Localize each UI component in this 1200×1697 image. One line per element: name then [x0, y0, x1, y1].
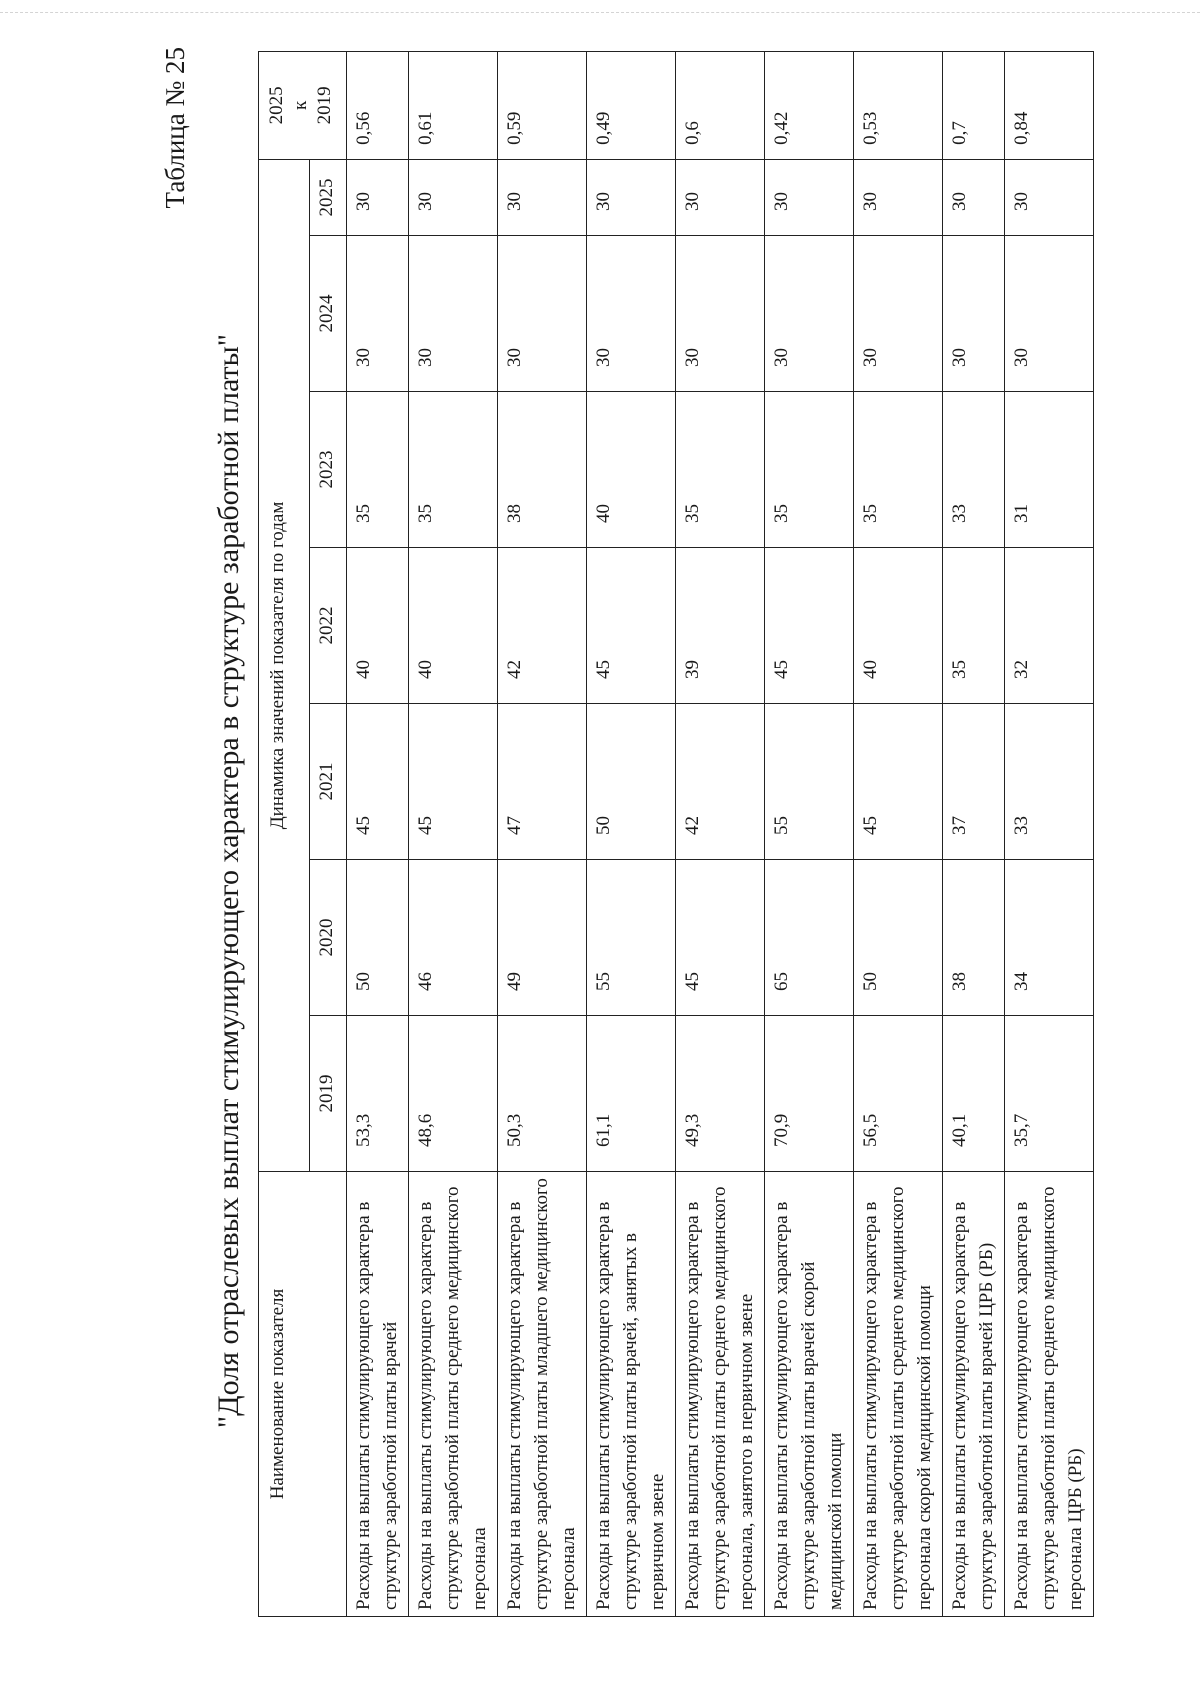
value-cell: 39 [676, 548, 765, 704]
value-cell: 56,5 [854, 1016, 943, 1172]
header-year: 2025 [310, 159, 347, 235]
header-year: 2024 [310, 236, 347, 392]
ratio-cell: 0,56 [347, 51, 409, 159]
table-row [587, 51, 676, 1616]
value-cell: 45 [765, 548, 854, 704]
header-row-top [259, 51, 310, 1616]
value-cell: 35 [854, 392, 943, 548]
value-cell: 45 [347, 704, 409, 860]
ratio-cell: 0,59 [498, 51, 587, 159]
value-cell: 50 [347, 860, 409, 1016]
indicator-name: Расходы на выплаты стимулирующего характера в структуре заработной платы среднего медицинского персонала [409, 1172, 498, 1617]
value-cell: 48,6 [409, 1016, 498, 1172]
indicator-table [258, 51, 1094, 1617]
value-cell: 61,1 [587, 1016, 676, 1172]
indicator-name: Расходы на выплаты стимулирующего характера в структуре заработной платы врачей [347, 1172, 409, 1617]
value-cell: 30 [347, 236, 409, 392]
ratio-cell: 0,49 [587, 51, 676, 159]
header-year: 2019 [310, 1016, 347, 1172]
value-cell: 42 [498, 548, 587, 704]
ratio-cell: 0,6 [676, 51, 765, 159]
header-ratio [259, 51, 347, 159]
value-cell: 45 [409, 704, 498, 860]
value-cell: 34 [1005, 860, 1094, 1016]
value-cell: 55 [765, 704, 854, 860]
value-cell: 30 [409, 159, 498, 235]
value-cell: 30 [943, 236, 1005, 392]
value-cell: 35 [347, 392, 409, 548]
header-year: 2023 [310, 392, 347, 548]
indicator-name: Расходы на выплаты стимулирующего характера в структуре заработной платы врачей, занятых в первичном звене [587, 1172, 676, 1617]
ratio-cell: 0,42 [765, 51, 854, 159]
header-dynamics: Динамика значений показателя по годам [259, 159, 310, 1171]
value-cell: 42 [676, 704, 765, 860]
table-row [409, 51, 498, 1616]
value-cell: 30 [1005, 159, 1094, 235]
value-cell: 30 [854, 159, 943, 235]
ratio-cell: 0,53 [854, 51, 943, 159]
value-cell: 30 [765, 159, 854, 235]
table-row [347, 51, 409, 1616]
value-cell: 30 [854, 236, 943, 392]
indicator-name: Расходы на выплаты стимулирующего характера в структуре заработной платы среднего медицинского персонала скорой медицинской помощи [854, 1172, 943, 1617]
document-title: "Доля отраслевых выплат стимулирующего характера в структуре заработной платы" [212, 333, 245, 1429]
table-number: Таблица № 25 [160, 47, 190, 209]
header-ratio-line-1: 2025 [266, 86, 287, 125]
value-cell: 55 [587, 860, 676, 1016]
value-cell: 30 [347, 159, 409, 235]
value-cell: 33 [1005, 704, 1094, 860]
ratio-cell: 0,7 [943, 51, 1005, 159]
value-cell: 49,3 [676, 1016, 765, 1172]
value-cell: 30 [676, 159, 765, 235]
table-row [498, 51, 587, 1616]
header-ratio-line-2: к [290, 100, 311, 111]
table-row [943, 51, 1005, 1616]
value-cell: 53,3 [347, 1016, 409, 1172]
value-cell: 35 [765, 392, 854, 548]
value-cell: 37 [943, 704, 1005, 860]
indicator-name: Расходы на выплаты стимулирующего характера в структуре заработной платы среднего медицинского персонала, занятого в первичном звене [676, 1172, 765, 1617]
ratio-cell: 0,84 [1005, 51, 1094, 159]
header-year: 2021 [310, 704, 347, 860]
value-cell: 50,3 [498, 1016, 587, 1172]
value-cell: 33 [943, 392, 1005, 548]
value-cell: 38 [943, 860, 1005, 1016]
value-cell: 35 [943, 548, 1005, 704]
value-cell: 30 [1005, 236, 1094, 392]
value-cell: 50 [587, 704, 676, 860]
table-row [676, 51, 765, 1616]
value-cell: 45 [587, 548, 676, 704]
value-cell: 30 [676, 236, 765, 392]
value-cell: 31 [1005, 392, 1094, 548]
value-cell: 45 [854, 704, 943, 860]
value-cell: 30 [587, 159, 676, 235]
value-cell: 50 [854, 860, 943, 1016]
value-cell: 45 [676, 860, 765, 1016]
value-cell: 40 [409, 548, 498, 704]
header-year: 2022 [310, 548, 347, 704]
value-cell: 30 [943, 159, 1005, 235]
indicator-name: Расходы на выплаты стимулирующего характера в структуре заработной платы врачей ЦРБ (РБ) [943, 1172, 1005, 1617]
value-cell: 40 [854, 548, 943, 704]
value-cell: 30 [498, 236, 587, 392]
header-year: 2020 [310, 860, 347, 1016]
value-cell: 35,7 [1005, 1016, 1094, 1172]
value-cell: 35 [409, 392, 498, 548]
value-cell: 30 [409, 236, 498, 392]
value-cell: 40 [347, 548, 409, 704]
value-cell: 65 [765, 860, 854, 1016]
indicator-name: Расходы на выплаты стимулирующего характера в структуре заработной платы младшего медицинского персонала [498, 1172, 587, 1617]
header-name-column: Наименование показателя [259, 1172, 347, 1617]
value-cell: 38 [498, 392, 587, 548]
value-cell: 40 [587, 392, 676, 548]
value-cell: 30 [498, 159, 587, 235]
value-cell: 49 [498, 860, 587, 1016]
value-cell: 35 [676, 392, 765, 548]
table-row [854, 51, 943, 1616]
indicator-name: Расходы на выплаты стимулирующего характера в структуре заработной платы врачей скорой медицинской помощи [765, 1172, 854, 1617]
table-row [765, 51, 854, 1616]
value-cell: 47 [498, 704, 587, 860]
value-cell: 46 [409, 860, 498, 1016]
value-cell: 70,9 [765, 1016, 854, 1172]
value-cell: 32 [1005, 548, 1094, 704]
indicator-name: Расходы на выплаты стимулирующего характера в структуре заработной платы среднего медицинского персонала ЦРБ (РБ) [1005, 1172, 1094, 1617]
header-ratio-line-3: 2019 [314, 86, 335, 125]
table-row [1005, 51, 1094, 1616]
value-cell: 40,1 [943, 1016, 1005, 1172]
value-cell: 30 [765, 236, 854, 392]
value-cell: 30 [587, 236, 676, 392]
ratio-cell: 0,61 [409, 51, 498, 159]
